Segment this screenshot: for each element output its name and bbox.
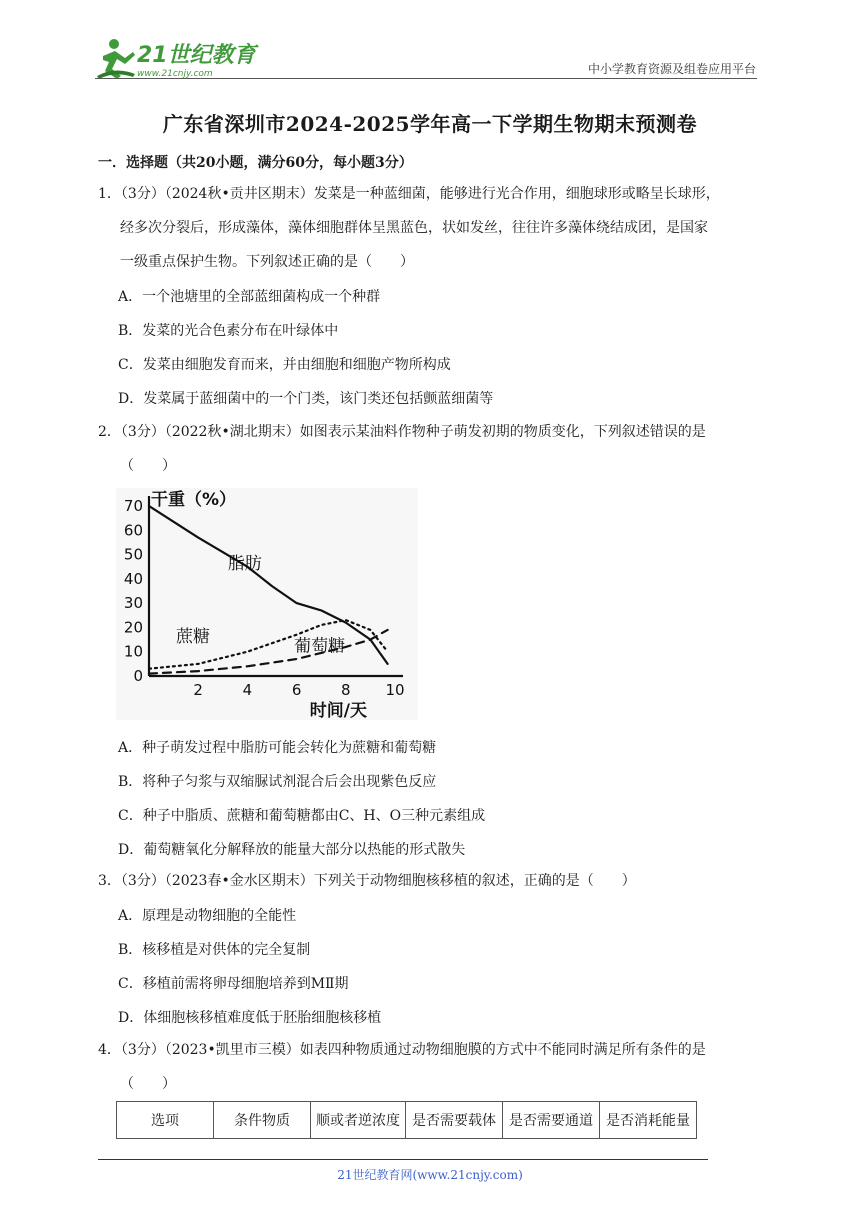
- page-header: [0, 0, 860, 90]
- conditions-table: [116, 1101, 697, 1139]
- svg-text:21世纪教育: 21世纪教育: [137, 43, 256, 68]
- table-header-cell: 顺或者逆浓度: [311, 1102, 406, 1139]
- question-1-option-d: D．发菜属于蓝细菌中的一个门类，该门类还包括颤蓝细菌等: [118, 391, 494, 407]
- question-2-line: 2．（3分）（2022秋•湖北期末）如图表示某油料作物种子萌发初期的物质变化，下列叙述错误的是: [98, 424, 706, 440]
- x-axis-label: 时间/天: [309, 701, 368, 720]
- question-2-stem: [98, 415, 768, 483]
- footer-divider: [98, 1159, 708, 1160]
- x-tick-label: 10: [385, 681, 405, 699]
- series-label: 葡萄糖: [294, 636, 346, 657]
- x-tick-label: 8: [341, 681, 351, 699]
- y-tick-label: 40: [123, 569, 143, 588]
- y-tick-label: 50: [123, 545, 143, 564]
- platform-name: 中小学教育资源及组卷应用平台: [587, 62, 756, 76]
- x-tick-label: 2: [193, 681, 203, 699]
- series-label: 蔗糖: [176, 627, 211, 647]
- y-tick-label: 20: [123, 618, 143, 637]
- question-2-option-b: B．将种子匀浆与双缩脲试剂混合后会出现紫色反应: [118, 774, 437, 790]
- x-tick-label: 4: [242, 681, 253, 699]
- header-divider: [95, 78, 757, 79]
- y-tick-label: 10: [123, 642, 143, 661]
- table-header-cell: 条件物质: [214, 1102, 311, 1139]
- x-tick-label: 6: [291, 681, 302, 699]
- question-4-line: （ ）: [120, 1076, 176, 1092]
- site-logo: [95, 36, 270, 82]
- table-header-cell: 选项: [117, 1102, 214, 1139]
- table-header-cell: 是否需要载体: [406, 1102, 503, 1139]
- question-2-line: （ ）: [120, 458, 176, 474]
- question-3-option-a: A．原理是动物细胞的全能性: [118, 908, 297, 924]
- question-1-option-c: C．发菜由细胞发育而来，并由细胞和细胞产物所构成: [118, 357, 451, 373]
- table-header-cell: 是否消耗能量: [600, 1102, 697, 1139]
- y-tick-label: 0: [133, 667, 143, 685]
- y-tick-label: 30: [123, 594, 143, 613]
- section-heading: 一．选择题（共20小题，满分60分，每小题3分）: [98, 155, 413, 171]
- question-3-option-b: B．核移植是对供体的完全复制: [118, 942, 311, 958]
- question-1-line: 1．（3分）（2024秋•贡井区期末）发菜是一种蓝细菌，能够进行光合作用，细胞球形或略呈长球形，: [98, 186, 720, 202]
- page-title: 广东省深圳市2024-2025学年高一下学期生物期末预测卷: [162, 112, 698, 136]
- question-1-stem: [98, 177, 768, 279]
- series-label: 脂肪: [227, 554, 262, 575]
- footer-text: 21世纪教育网(www.21cnjy.com): [337, 1168, 523, 1182]
- question-3-line: 3．（3分）（2023春•金水区期末）下列关于动物细胞核移植的叙述，正确的是（ ）: [98, 873, 636, 889]
- question-1-line: 一级重点保护生物。下列叙述正确的是（ ）: [120, 254, 414, 270]
- question-2-option-a: A．种子萌发过程中脂肪可能会转化为蔗糖和葡萄糖: [118, 740, 437, 756]
- question-2-option-c: C．种子中脂质、蔗糖和葡萄糖都由C、H、O三种元素组成: [118, 808, 486, 824]
- dry-weight-chart: [116, 488, 418, 720]
- question-3-option-d: D．体细胞核移植难度低于胚胎细胞核移植: [118, 1010, 382, 1026]
- question-4-stem: [98, 1033, 768, 1101]
- table-header-cell: 是否需要通道: [503, 1102, 600, 1139]
- y-axis-label: 干重（%）: [151, 490, 237, 510]
- table-header-row: [117, 1102, 697, 1139]
- y-tick-label: 60: [123, 521, 143, 540]
- question-3-stem: [98, 864, 768, 898]
- svg-text:www.21cnjy.com: www.21cnjy.com: [137, 69, 213, 79]
- question-4-line: 4．（3分）（2023•凯里市三模）如表四种物质通过动物细胞膜的方式中不能同时满足所有条件的是: [98, 1042, 706, 1058]
- question-1-option-a: A．一个池塘里的全部蓝细菌构成一个种群: [118, 289, 381, 305]
- question-1-option-b: B．发菜的光合色素分布在叶绿体中: [118, 323, 339, 339]
- y-tick-label: 70: [123, 497, 143, 515]
- question-3-option-c: C．移植前需将卵母细胞培养到MⅡ期: [118, 976, 349, 992]
- question-1-line: 经多次分裂后，形成藻体，藻体细胞群体呈黑蓝色，状如发丝，往往许多藻体绕结成团，是国家: [120, 220, 708, 236]
- question-2-option-d: D．葡萄糖氧化分解释放的能量大部分以热能的形式散失: [118, 842, 466, 858]
